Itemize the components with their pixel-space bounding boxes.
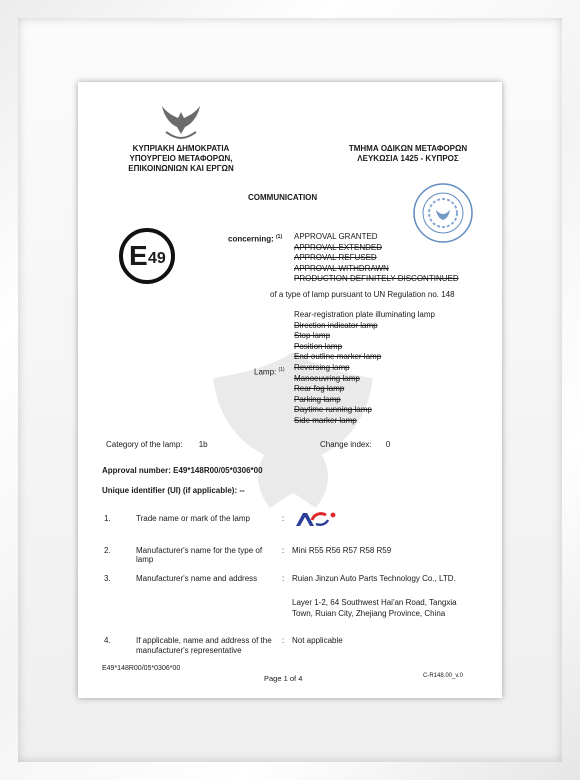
lamp-option: Rear fog lamp — [294, 384, 345, 394]
e-mark-number: 49 — [148, 250, 166, 267]
unique-identifier: Unique identifier (UI) (if applicable): -- — [102, 486, 245, 495]
lamp-option: End-outline marker lamp — [294, 352, 382, 362]
change-index-value: 0 — [385, 440, 391, 449]
lamp-option: Direction indicator lamp — [294, 320, 378, 330]
item-value-address: Layer 1-2, 64 Southwest Hai'an Road, Tangxia Town, Ruian City, Zhejiang Province, China — [292, 598, 457, 618]
coat-of-arms-icon — [158, 102, 204, 142]
item-number: 1. — [104, 514, 111, 523]
lamp-label-text: Lamp: — [254, 367, 277, 377]
concerning-label — [228, 232, 282, 245]
approval-number: Approval number: E49*148R00/05*0306*00 — [102, 466, 263, 475]
lamp-option: Daytime running lamp — [294, 405, 372, 415]
item-label: Manufacturer's name and address — [136, 574, 258, 583]
item-value: Ruian Jinzun Auto Parts Technology Co., LTD. — [292, 574, 456, 583]
document-title: COMMUNICATION — [248, 193, 318, 202]
category-label: Category of the lamp: — [106, 440, 183, 449]
e-mark-letter: E — [129, 240, 148, 271]
change-index-row — [320, 440, 390, 450]
item-label: If applicable, name and address of the manufacturer's representative — [136, 636, 272, 655]
item-number: 3. — [104, 574, 111, 583]
item-colon: : — [282, 636, 285, 645]
header-left-line: ΚΥΠΡΙΑΚΗ ΔΗΜΟΚΡΑΤΙΑ — [132, 144, 230, 153]
header-right-line: ΤΜΗΜΑ ΟΔΙΚΩΝ ΜΕΤΑΦΟΡΩΝ — [348, 144, 468, 153]
lamp-option: Position lamp — [294, 341, 343, 351]
lamp-label — [254, 365, 285, 378]
item-value: Not applicable — [292, 636, 343, 645]
footer-form-code: C-R148.00_v.0 — [423, 673, 463, 679]
concerning-label-text: concerning: — [228, 234, 274, 244]
item-colon: : — [282, 574, 285, 583]
certificate-page — [78, 82, 502, 698]
lamp-option: Side marker lamp — [294, 415, 357, 425]
lamp-option: Reversing lamp — [294, 362, 350, 372]
lamp-options — [294, 310, 435, 427]
concerning-note: (1) — [276, 234, 283, 240]
concerning-option: APPROVAL GRANTED — [294, 232, 378, 241]
item-number: 2. — [104, 546, 111, 555]
header-right — [333, 144, 483, 164]
header-left-line: ΥΠΟΥΡΓΕΙΟ ΜΕΤΑΦΟΡΩΝ, — [129, 154, 233, 163]
concerning-option: APPROVAL WITHDRAWN — [294, 263, 389, 273]
item-colon: : — [282, 514, 285, 523]
item-value: Mini R55 R56 R57 R58 R59 — [292, 546, 392, 555]
category-row — [106, 440, 208, 450]
header-right-line: ΛΕΥΚΩΣΙΑ 1425 - ΚΥΠΡΟΣ — [357, 154, 459, 163]
lamp-option: Manoeuvring lamp — [294, 373, 360, 383]
item-label: Trade name or mark of the lamp — [136, 514, 250, 523]
header-left — [96, 144, 266, 174]
lamp-option: Rear-registration plate illuminating lamp — [294, 310, 435, 319]
e-mark-badge — [119, 228, 175, 284]
item-label: Manufacturer's name for the type of lamp — [136, 546, 263, 564]
concerning-option: PRODUCTION DEFINITELY DISCONTINUED — [294, 274, 459, 284]
footer-page-number: Page 1 of 4 — [264, 674, 303, 683]
change-index-label: Change index: — [320, 440, 372, 449]
concerning-option: APPROVAL EXTENDED — [294, 242, 383, 252]
concerning-options — [294, 232, 459, 285]
category-value: 1b — [198, 440, 208, 449]
footer-reference: E49*148R00/05*0306*00 — [102, 665, 181, 672]
item-number: 4. — [104, 636, 111, 645]
brand-logo-icon — [294, 510, 338, 528]
regulation-line: of a type of lamp pursuant to UN Regulation no. 148 — [270, 290, 455, 299]
concerning-option: APPROVAL REFUSED — [294, 253, 377, 263]
lamp-option: Stop lamp — [294, 331, 331, 341]
lamp-option: Parking lamp — [294, 394, 341, 404]
item-colon: : — [282, 546, 285, 555]
header-left-line: ΕΠΙΚΟΙΝΩΝΙΩΝ ΚΑΙ ΕΡΓΩΝ — [128, 164, 234, 173]
lamp-note: (1) — [278, 367, 285, 373]
